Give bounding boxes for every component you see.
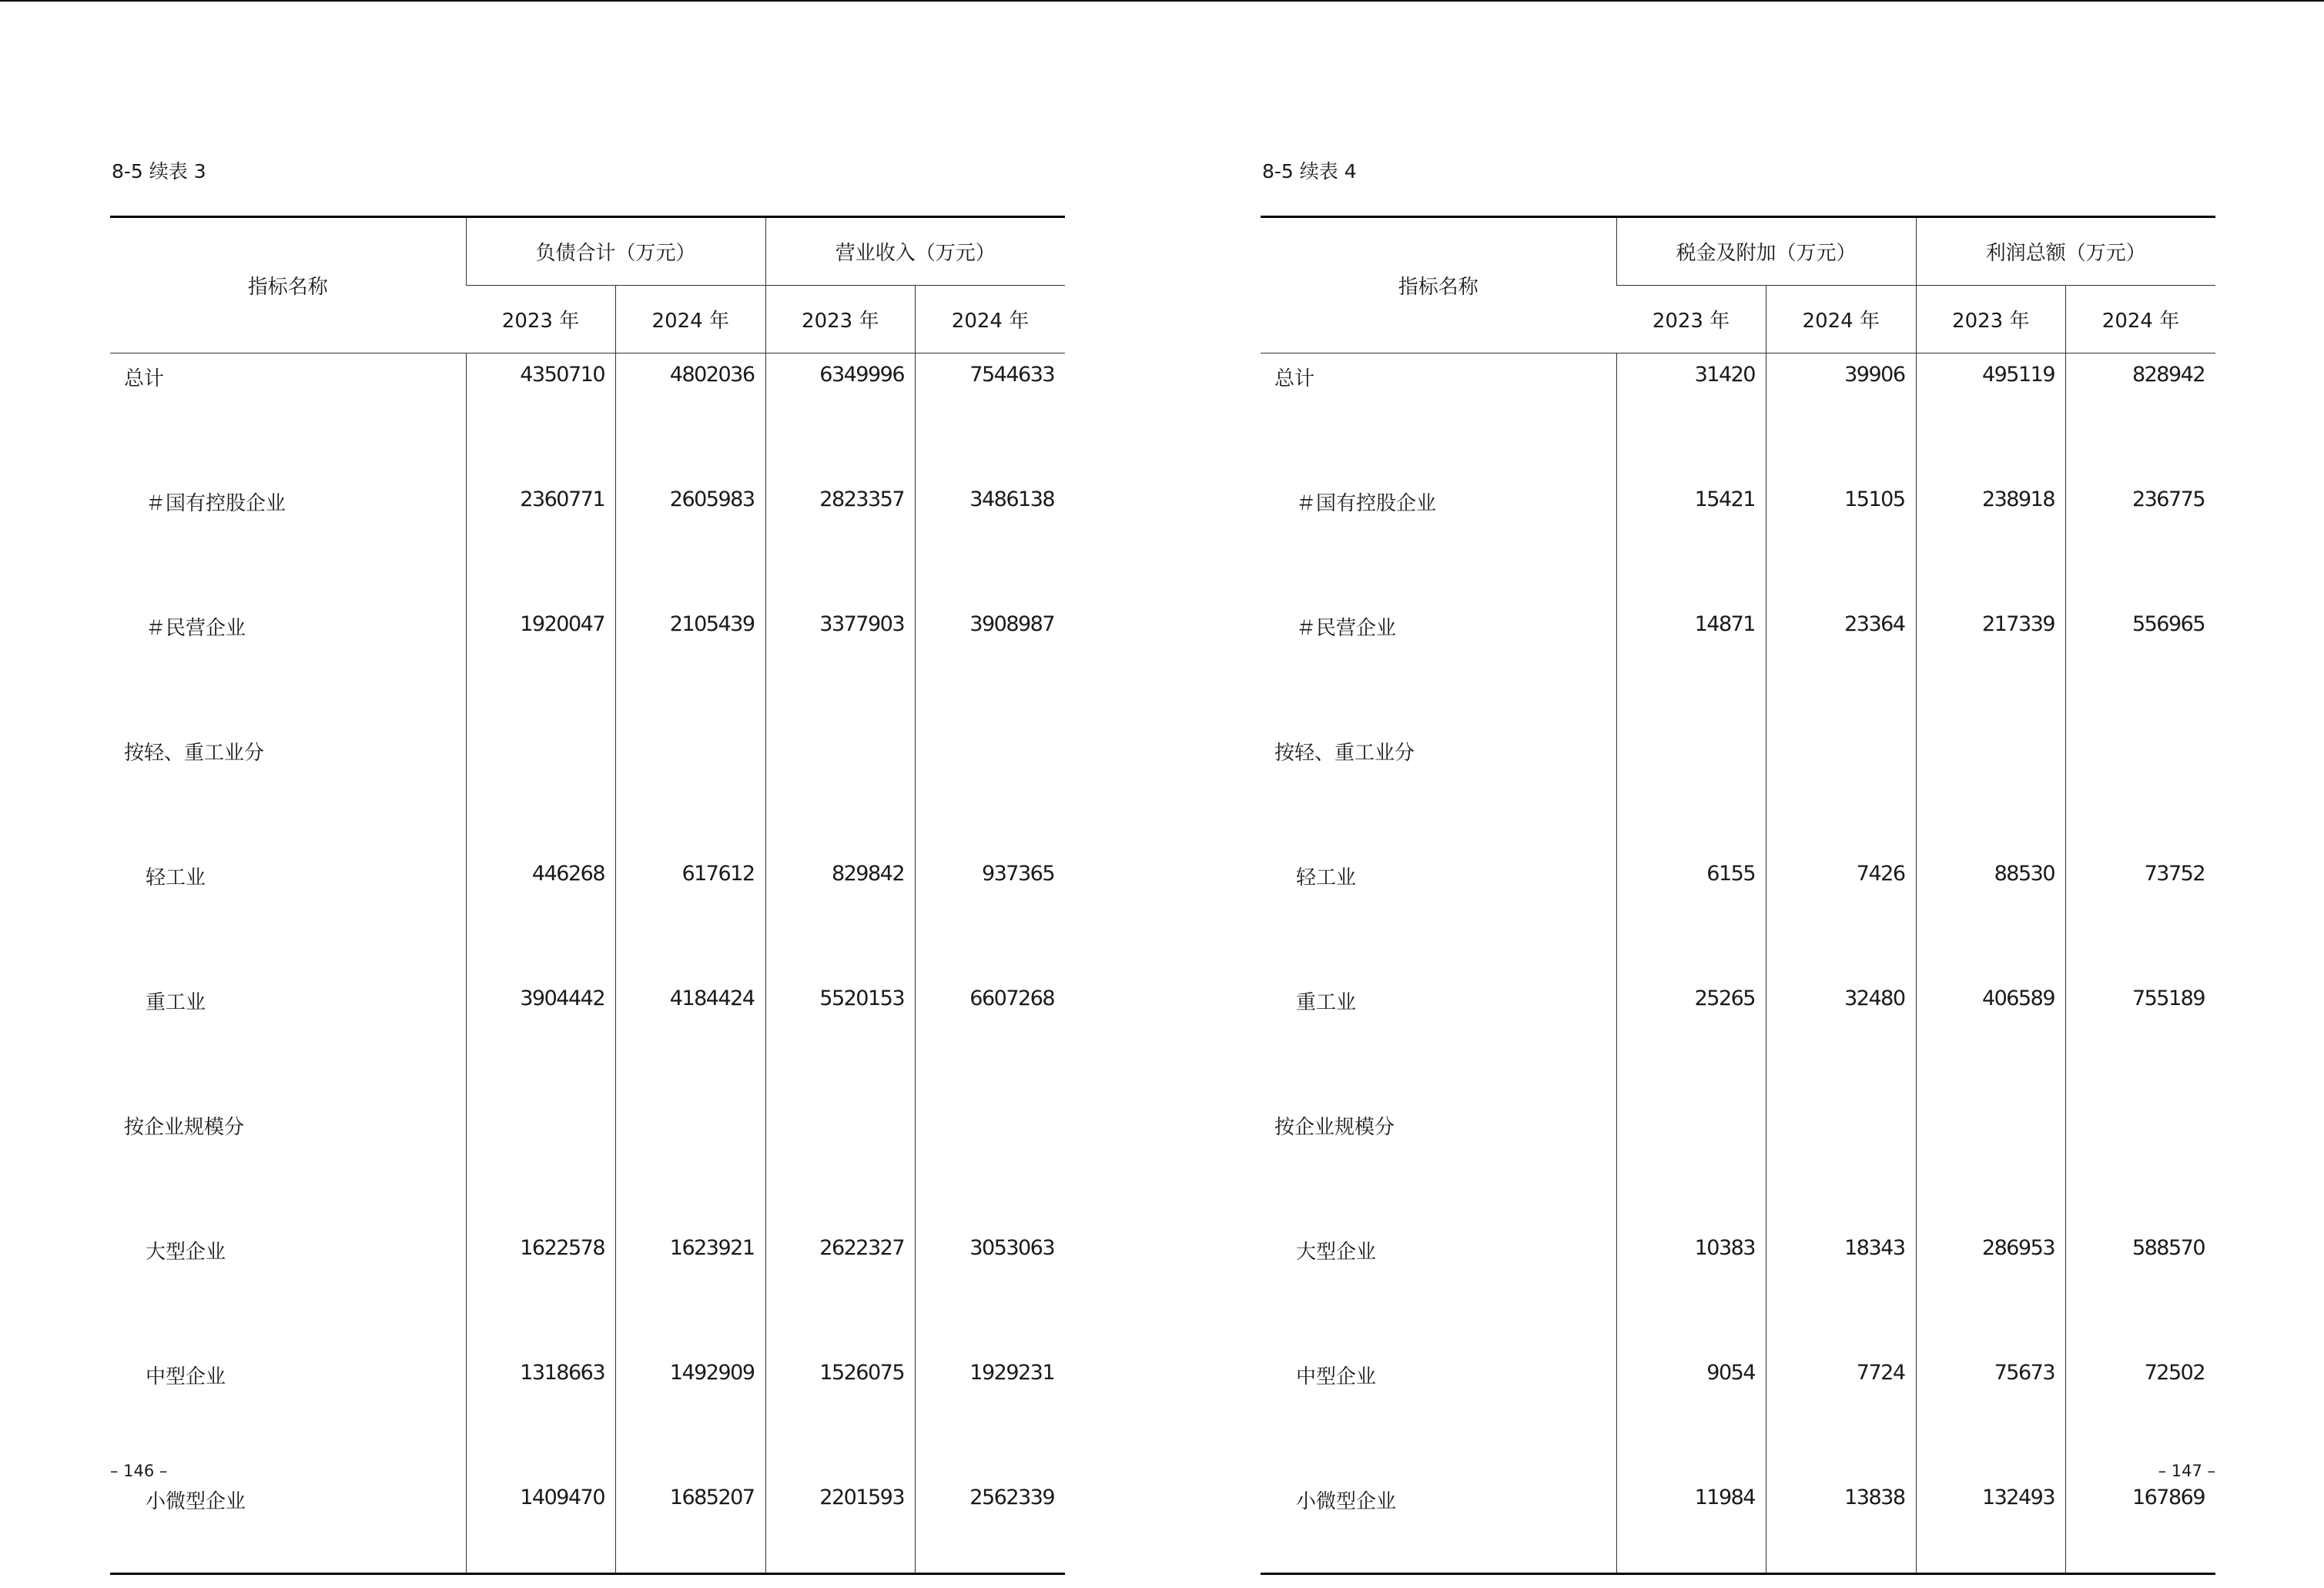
- table-row-section: [1261, 1102, 2215, 1227]
- cell-value: 39906: [1766, 353, 1917, 479]
- cell-value: 132493: [1916, 1476, 2066, 1574]
- table-row: [1261, 853, 2215, 977]
- cell-value: 588570: [2066, 1227, 2216, 1352]
- cell-value: 4802036: [616, 353, 766, 479]
- table-row-section: [110, 728, 1065, 853]
- cell-value: 495119: [1916, 353, 2066, 479]
- cell-value: 6607268: [916, 977, 1066, 1102]
- right-page: [1261, 0, 2215, 1588]
- table-row: [1261, 1227, 2215, 1352]
- row-name: 按轻、重工业分: [124, 742, 265, 765]
- cell-value: 32480: [1766, 977, 1917, 1102]
- table-row: [1261, 1476, 2215, 1574]
- cell-value: 1526075: [765, 1352, 916, 1476]
- cell-value: 286953: [1916, 1227, 2066, 1352]
- cell-value: 4184424: [616, 977, 766, 1102]
- cell-value: 2823357: [765, 478, 916, 603]
- table-row: [110, 1352, 1065, 1476]
- cell-value: [916, 1102, 1066, 1227]
- cell-value: 406589: [1916, 977, 2066, 1102]
- cell-value: [1616, 728, 1766, 853]
- cell-value: 18343: [1766, 1227, 1917, 1352]
- page-number: – 146 –: [110, 1462, 168, 1480]
- cell-value: 617612: [616, 853, 766, 977]
- table-row: [110, 853, 1065, 977]
- cell-value: 2562339: [916, 1476, 1066, 1574]
- group-header-revenue: 营业收入（万元）: [765, 217, 1065, 286]
- cell-value: 31420: [1616, 353, 1766, 479]
- year-header: 2023 年: [1916, 286, 2066, 353]
- cell-value: 2622327: [765, 1227, 916, 1352]
- cell-value: [1916, 728, 2066, 853]
- group-header-profit: 利润总额（万元）: [1916, 217, 2215, 286]
- table-row: [110, 1476, 1065, 1574]
- cell-value: 446268: [466, 853, 616, 977]
- row-name: 总计: [124, 367, 165, 390]
- cell-value: [1916, 1102, 2066, 1227]
- cell-value: 13838: [1766, 1476, 1917, 1574]
- row-name: 轻工业: [1296, 866, 1357, 889]
- cell-value: 9054: [1616, 1352, 1766, 1476]
- cell-value: 88530: [1916, 853, 2066, 977]
- table-row: [1261, 603, 2215, 728]
- cell-value: 10383: [1616, 1227, 1766, 1352]
- data-table-wrapper: [110, 216, 1065, 1575]
- cell-value: 7724: [1766, 1352, 1917, 1476]
- cell-value: 1920047: [466, 603, 616, 728]
- row-name: 小微型企业: [110, 1476, 466, 1574]
- row-name: ＃国有控股企业: [1296, 492, 1437, 515]
- cell-value: 1318663: [466, 1352, 616, 1476]
- header-row-groups: [110, 217, 1065, 286]
- row-name: 中型企业: [146, 1365, 226, 1389]
- cell-value: [616, 1102, 766, 1227]
- indicator-name-header: 指标名称: [1261, 217, 1616, 353]
- cell-value: 828942: [2066, 353, 2216, 479]
- cell-value: [765, 728, 916, 853]
- cell-value: 3486138: [916, 478, 1066, 603]
- table-label: 8-5 续表 4: [1262, 160, 1357, 183]
- cell-value: 2201593: [765, 1476, 916, 1574]
- year-header: 2023 年: [1616, 286, 1766, 353]
- year-header: 2023 年: [765, 286, 916, 353]
- cell-value: [1766, 1102, 1917, 1227]
- group-header-taxes: 税金及附加（万元）: [1616, 217, 1916, 286]
- table-row: [1261, 353, 2215, 479]
- cell-value: 6349996: [765, 353, 916, 479]
- row-name: 重工业: [146, 991, 206, 1014]
- cell-value: [466, 1102, 616, 1227]
- cell-value: 238918: [1916, 478, 2066, 603]
- table-row: [110, 603, 1065, 728]
- cell-value: 2605983: [616, 478, 766, 603]
- table-row: [1261, 478, 2215, 603]
- cell-value: [765, 1102, 916, 1227]
- cell-value: 1492909: [616, 1352, 766, 1476]
- table-row: [110, 977, 1065, 1102]
- row-name: 总计: [1274, 367, 1315, 390]
- cell-value: 5520153: [765, 977, 916, 1102]
- row-name: 大型企业: [146, 1241, 226, 1264]
- cell-value: 1623921: [616, 1227, 766, 1352]
- row-name: 小微型企业: [1261, 1476, 1616, 1574]
- cell-value: [2066, 1102, 2216, 1227]
- cell-value: 15421: [1616, 478, 1766, 603]
- table-row-section: [110, 1102, 1065, 1227]
- cell-value: 7544633: [916, 353, 1066, 479]
- cell-value: 1929231: [916, 1352, 1066, 1476]
- cell-value: 755189: [2066, 977, 2216, 1102]
- cell-value: [1616, 1102, 1766, 1227]
- cell-value: 167869: [2066, 1476, 2216, 1574]
- cell-value: 3908987: [916, 603, 1066, 728]
- table-row: [110, 1227, 1065, 1352]
- cell-value: 829842: [765, 853, 916, 977]
- table-label: 8-5 续表 3: [112, 160, 206, 183]
- cell-value: 3053063: [916, 1227, 1066, 1352]
- cell-value: 7426: [1766, 853, 1917, 977]
- page-number: – 147 –: [2158, 1462, 2215, 1480]
- cell-value: 73752: [2066, 853, 2216, 977]
- cell-value: 25265: [1616, 977, 1766, 1102]
- row-name: 按轻、重工业分: [1274, 742, 1415, 765]
- cell-value: 14871: [1616, 603, 1766, 728]
- cell-value: [466, 728, 616, 853]
- cell-value: [616, 728, 766, 853]
- cell-value: 72502: [2066, 1352, 2216, 1476]
- cell-value: 236775: [2066, 478, 2216, 603]
- year-header: 2024 年: [916, 286, 1066, 353]
- table-row: [1261, 977, 2215, 1102]
- cell-value: 23364: [1766, 603, 1917, 728]
- row-name: 大型企业: [1296, 1241, 1377, 1264]
- cell-value: 3377903: [765, 603, 916, 728]
- group-header-liabilities: 负债合计（万元）: [466, 217, 765, 286]
- header-row-groups: [1261, 217, 2215, 286]
- row-name: 重工业: [1296, 991, 1357, 1014]
- table-row: [1261, 1352, 2215, 1476]
- row-name: ＃国有控股企业: [146, 492, 286, 515]
- table-row: [110, 478, 1065, 603]
- data-table: [1261, 216, 2215, 1575]
- cell-value: 217339: [1916, 603, 2066, 728]
- table-row-section: [1261, 728, 2215, 853]
- cell-value: 15105: [1766, 478, 1917, 603]
- row-name: 轻工业: [146, 866, 206, 889]
- cell-value: 4350710: [466, 353, 616, 479]
- cell-value: 2105439: [616, 603, 766, 728]
- row-name: ＃民营企业: [146, 617, 246, 640]
- cell-value: [916, 728, 1066, 853]
- cell-value: 1409470: [466, 1476, 616, 1574]
- left-page: [110, 0, 1065, 1588]
- cell-value: [2066, 728, 2216, 853]
- year-header: 2024 年: [616, 286, 766, 353]
- cell-value: 1685207: [616, 1476, 766, 1574]
- year-header: 2024 年: [1766, 286, 1917, 353]
- row-name: ＃民营企业: [1296, 617, 1397, 640]
- cell-value: 556965: [2066, 603, 2216, 728]
- year-header: 2024 年: [2066, 286, 2216, 353]
- cell-value: 75673: [1916, 1352, 2066, 1476]
- cell-value: [1766, 728, 1917, 853]
- row-name: 按企业规模分: [124, 1116, 245, 1139]
- cell-value: 11984: [1616, 1476, 1766, 1574]
- data-table-wrapper: [1261, 216, 2215, 1575]
- row-name: 按企业规模分: [1274, 1116, 1395, 1139]
- data-table: [110, 216, 1065, 1575]
- cell-value: 1622578: [466, 1227, 616, 1352]
- row-name: 中型企业: [1296, 1365, 1377, 1389]
- cell-value: 2360771: [466, 478, 616, 603]
- year-header: 2023 年: [466, 286, 616, 353]
- indicator-name-header: 指标名称: [110, 217, 466, 353]
- table-row: [110, 353, 1065, 479]
- cell-value: 3904442: [466, 977, 616, 1102]
- cell-value: 937365: [916, 853, 1066, 977]
- cell-value: 6155: [1616, 853, 1766, 977]
